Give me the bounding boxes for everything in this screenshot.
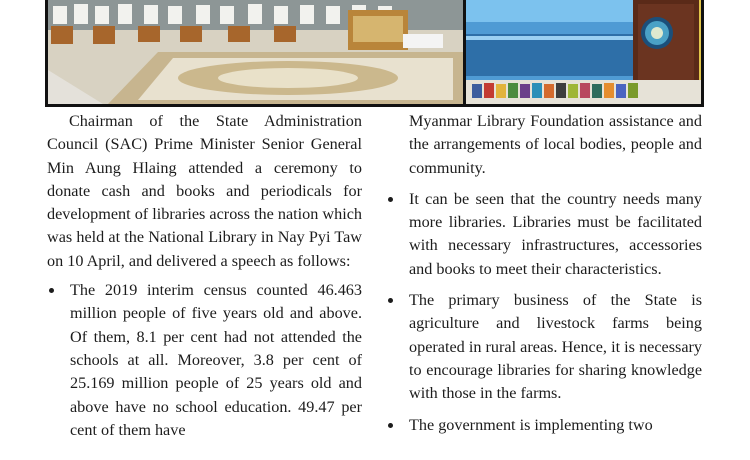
left-column xyxy=(47,110,362,442)
ceremony-hall-illustration xyxy=(48,0,463,104)
bullet-item: The government is implementing two xyxy=(386,414,702,437)
ceremony-hall-photo xyxy=(48,0,463,104)
intro-paragraph: Chairman of the State Administration Council (SAC) Prime Minister Senior General Min Aung Hlaing attended a ceremony to donate cash and books and periodicals for development of libraries across the nation which was held at the National Library in Nay Pyi Taw on 10 April, and delivered a speech as follows: xyxy=(47,112,362,270)
left-bullet-list xyxy=(47,279,362,442)
photo-strip xyxy=(45,0,704,107)
podium-photo xyxy=(466,0,701,104)
bullet-item: The primary business of the State is agriculture and livestock farms being operated in rural areas. Hence, it is necessary to encourage libraries for sharing knowledge with those in the farms. xyxy=(386,289,702,405)
right-column xyxy=(386,110,702,437)
right-bullet-list xyxy=(386,188,702,437)
continuation-paragraph: Myanmar Library Foundation assistance and the arrangements of local bodies, people and community. xyxy=(409,112,702,177)
podium-illustration xyxy=(466,0,701,104)
bullet-item: It can be seen that the country needs many more libraries. Libraries must be facilitated with necessary infrastructures, accessories and books to meet their characteristics. xyxy=(386,188,702,281)
bullet-item: The 2019 interim census counted 46.463 million people of five years old and above. Of them, 8.1 per cent had not attended the schools at all. Moreover, 3.8 per cent of 25.169 million people of 25 years old and above have no school education. 49.47 per cent of them have xyxy=(47,279,362,442)
